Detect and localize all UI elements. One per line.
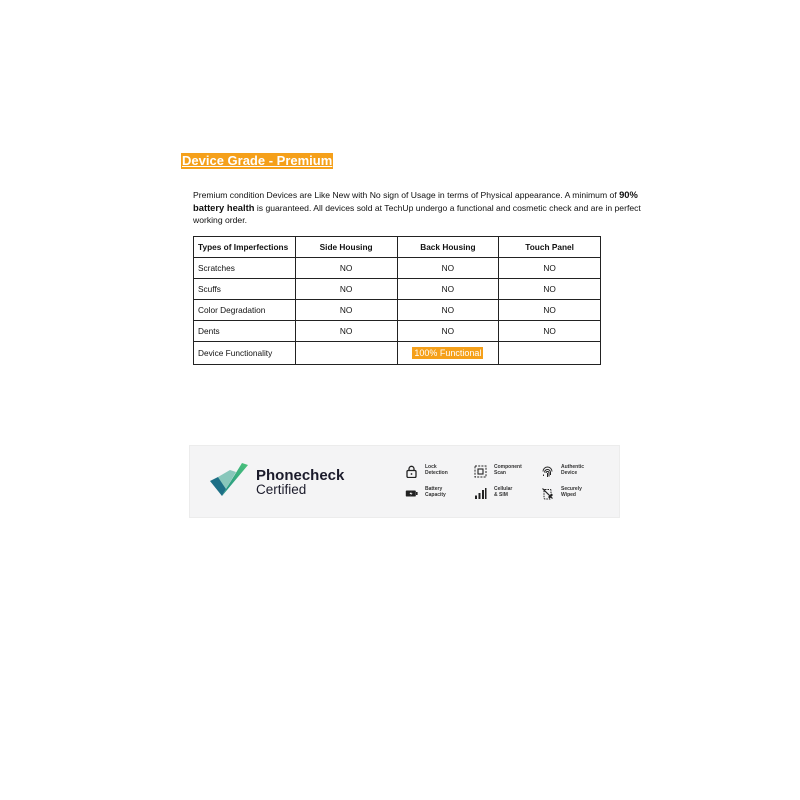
row-label: Dents: [194, 320, 296, 341]
row-label: Scratches: [194, 257, 296, 278]
feature-line1: Component: [494, 464, 522, 470]
cell-touch: NO: [499, 278, 601, 299]
phonecheck-banner: [189, 445, 620, 518]
intro-text-2: is guaranteed. All devices sold at TechUp undergo a functional and cosmetic check and are in perfect working order.: [193, 202, 641, 225]
cell-touch: NO: [499, 257, 601, 278]
table-row: [194, 299, 601, 320]
phonecheck-certified: Certified: [256, 482, 307, 497]
table-row: [194, 278, 601, 299]
feature-securely-wiped: [541, 486, 611, 502]
feature-line1: Securely: [561, 486, 582, 492]
cell-back: NO: [397, 299, 499, 320]
cell-side: NO: [295, 278, 397, 299]
lock-icon: [405, 465, 418, 478]
functionality-row: [194, 341, 601, 364]
feature-line2: Capacity: [425, 492, 446, 498]
row-label: Scuffs: [194, 278, 296, 299]
cell-touch: NO: [499, 299, 601, 320]
row-label: Color Degradation: [194, 299, 296, 320]
signal-bars-icon: [474, 487, 487, 500]
fingerprint-icon: [541, 465, 554, 478]
functionality-badge: 100% Functional: [414, 347, 482, 358]
feature-cellular-sim: [474, 486, 544, 502]
header-back-housing: Back Housing: [397, 237, 499, 258]
header-types: Types of Imperfections: [194, 237, 296, 258]
component-scan-icon: [474, 465, 487, 478]
feature-line1: Lock: [425, 464, 437, 470]
feature-component-scan: [474, 464, 544, 480]
functionality-value-cell: [397, 341, 499, 364]
cell-back: NO: [397, 320, 499, 341]
feature-line1: Cellular: [494, 486, 513, 492]
battery-icon: [405, 487, 418, 500]
feature-line2: Device: [561, 470, 578, 476]
cell-back: NO: [397, 278, 499, 299]
secure-wipe-icon: [541, 487, 554, 500]
grade-title: Device Grade - Premium: [182, 153, 333, 168]
functionality-empty-cell: [499, 341, 601, 364]
functionality-label: Device Functionality: [194, 341, 296, 364]
imperfections-table: [193, 236, 601, 365]
cell-side: NO: [295, 257, 397, 278]
functionality-empty-cell: [295, 341, 397, 364]
feature-line1: Battery: [425, 486, 443, 492]
feature-line2: Detection: [425, 470, 448, 476]
cell-side: NO: [295, 320, 397, 341]
checkmark-logo-icon: [210, 463, 248, 497]
cell-side: NO: [295, 299, 397, 320]
header-side-housing: Side Housing: [295, 237, 397, 258]
feature-line1: Authentic: [561, 464, 585, 470]
feature-battery-capacity: [405, 486, 475, 502]
cell-back: NO: [397, 257, 499, 278]
feature-line2: Scan: [494, 470, 506, 476]
feature-lock-detection: [405, 464, 475, 480]
table-row: [194, 257, 601, 278]
table-row: [194, 320, 601, 341]
header-touch-panel: Touch Panel: [499, 237, 601, 258]
cell-touch: NO: [499, 320, 601, 341]
phonecheck-name: Phonecheck: [256, 467, 345, 484]
feature-authentic-device: [541, 464, 611, 480]
table-header-row: [194, 237, 601, 258]
intro-bold-text: battery health: [193, 201, 255, 213]
intro-bold-pct: 90%: [619, 189, 638, 200]
feature-line2: & SIM: [494, 492, 508, 498]
feature-line2: Wiped: [561, 492, 576, 498]
intro-paragraph: [193, 189, 645, 227]
intro-text-1: Premium condition Devices are Like New with No sign of Usage in terms of Physical appearance. A minimum of: [193, 190, 620, 200]
